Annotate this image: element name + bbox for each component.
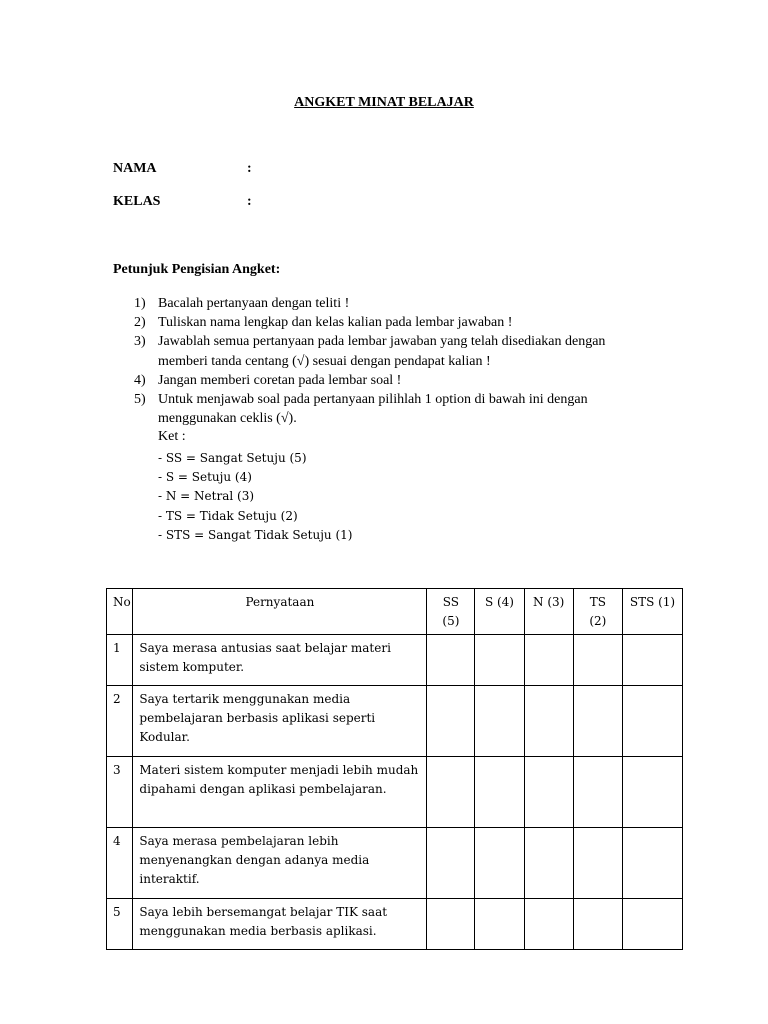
answer-cell-ts[interactable] [573,686,622,757]
survey-table [106,588,683,950]
answer-cell-ss[interactable] [427,686,475,757]
answer-cell-s[interactable] [475,635,524,686]
header-n: N (3) [524,589,573,635]
instruction-number: 5) [134,392,146,408]
legend-item: - S = Setuju (4) [158,470,252,485]
row-number: 5 [107,899,133,950]
instruction-number: 3) [134,334,146,350]
instruction-item [134,390,654,428]
row-number: 4 [107,828,133,899]
answer-cell-n[interactable] [524,635,573,686]
row-statement: Materi sistem komputer menjadi lebih mudah dipahami dengan aplikasi pembelajaran. [133,757,427,828]
answer-cell-ts[interactable] [573,828,622,899]
table-row [107,757,683,828]
instruction-text: Tuliskan nama lengkap dan kelas kalian pada lembar jawaban ! [158,315,513,331]
row-number: 1 [107,635,133,686]
instruction-text: Bacalah pertanyaan dengan teliti ! [158,296,350,311]
header-sts: STS (1) [622,589,682,635]
instruction-text: Jangan memberi coretan pada lembar soal ! [158,372,402,388]
instructions-heading: Petunjuk Pengisian Angket: [113,262,281,277]
answer-cell-ts[interactable] [573,757,622,828]
nama-separator: : [247,161,252,176]
header-statement: Pernyataan [133,589,427,635]
row-statement: Saya merasa antusias saat belajar materi sistem komputer. [133,635,427,686]
instruction-item [134,313,654,332]
legend-item: - N = Netral (3) [158,489,255,504]
answer-cell-s[interactable] [475,899,524,950]
answer-cell-sts[interactable] [622,686,682,757]
answer-cell-ss[interactable] [427,828,475,899]
instruction-item [134,294,654,313]
instruction-text: Untuk menjawab soal pada pertanyaan pilihlah 1 option di bawah ini dengan menggunakan ceklis (√). [158,392,588,427]
instruction-number: 1) [134,296,146,311]
answer-cell-n[interactable] [524,899,573,950]
row-statement: Saya tertarik menggunakan media pembelajaran berbasis aplikasi seperti Kodular. [133,686,427,757]
row-number: 2 [107,686,133,757]
answer-cell-ss[interactable] [427,757,475,828]
header-s: S (4) [475,589,524,635]
table-row [107,635,683,686]
row-statement: Saya lebih bersemangat belajar TIK saat menggunakan media berbasis aplikasi. [133,899,427,950]
header-no: No [107,589,133,635]
header-ts: TS (2) [573,589,622,635]
table-row [107,828,683,899]
answer-cell-n[interactable] [524,828,573,899]
answer-cell-sts[interactable] [622,899,682,950]
legend-item: - TS = Tidak Setuju (2) [158,508,298,523]
nama-field [113,161,252,177]
document-title: ANGKET MINAT BELAJAR [294,95,474,110]
answer-cell-ss[interactable] [427,635,475,686]
table-header-row [107,589,683,635]
answer-cell-s[interactable] [475,757,524,828]
instruction-number: 4) [134,372,146,388]
header-ss: SS (5) [427,589,475,635]
kelas-label: KELAS [113,194,161,209]
answer-cell-sts[interactable] [622,757,682,828]
answer-cell-s[interactable] [475,828,524,899]
legend-list [158,449,352,545]
answer-cell-ts[interactable] [573,635,622,686]
legend-item: - STS = Sangat Tidak Setuju (1) [158,527,353,542]
nama-label: NAMA [113,161,157,176]
instruction-item [134,371,654,390]
legend-label: Ket : [158,429,186,444]
legend-item: - SS = Sangat Setuju (5) [158,451,307,465]
table-row [107,686,683,757]
row-statement: Saya merasa pembelajaran lebih menyenangkan dengan adanya media interaktif. [133,828,427,899]
answer-cell-sts[interactable] [622,828,682,899]
instruction-item [134,332,654,370]
kelas-field [113,194,252,210]
answer-cell-s[interactable] [475,686,524,757]
instruction-list [134,294,654,428]
answer-cell-ts[interactable] [573,899,622,950]
kelas-separator: : [247,194,252,209]
row-number: 3 [107,757,133,828]
instruction-number: 2) [134,315,146,331]
answer-cell-n[interactable] [524,686,573,757]
answer-cell-n[interactable] [524,757,573,828]
instruction-text: Jawablah semua pertanyaan pada lembar jawaban yang telah disediakan dengan memberi tanda centang (√) sesuai dengan pendapat kalian ! [158,334,606,369]
answer-cell-ss[interactable] [427,899,475,950]
table-row [107,899,683,950]
answer-cell-sts[interactable] [622,635,682,686]
